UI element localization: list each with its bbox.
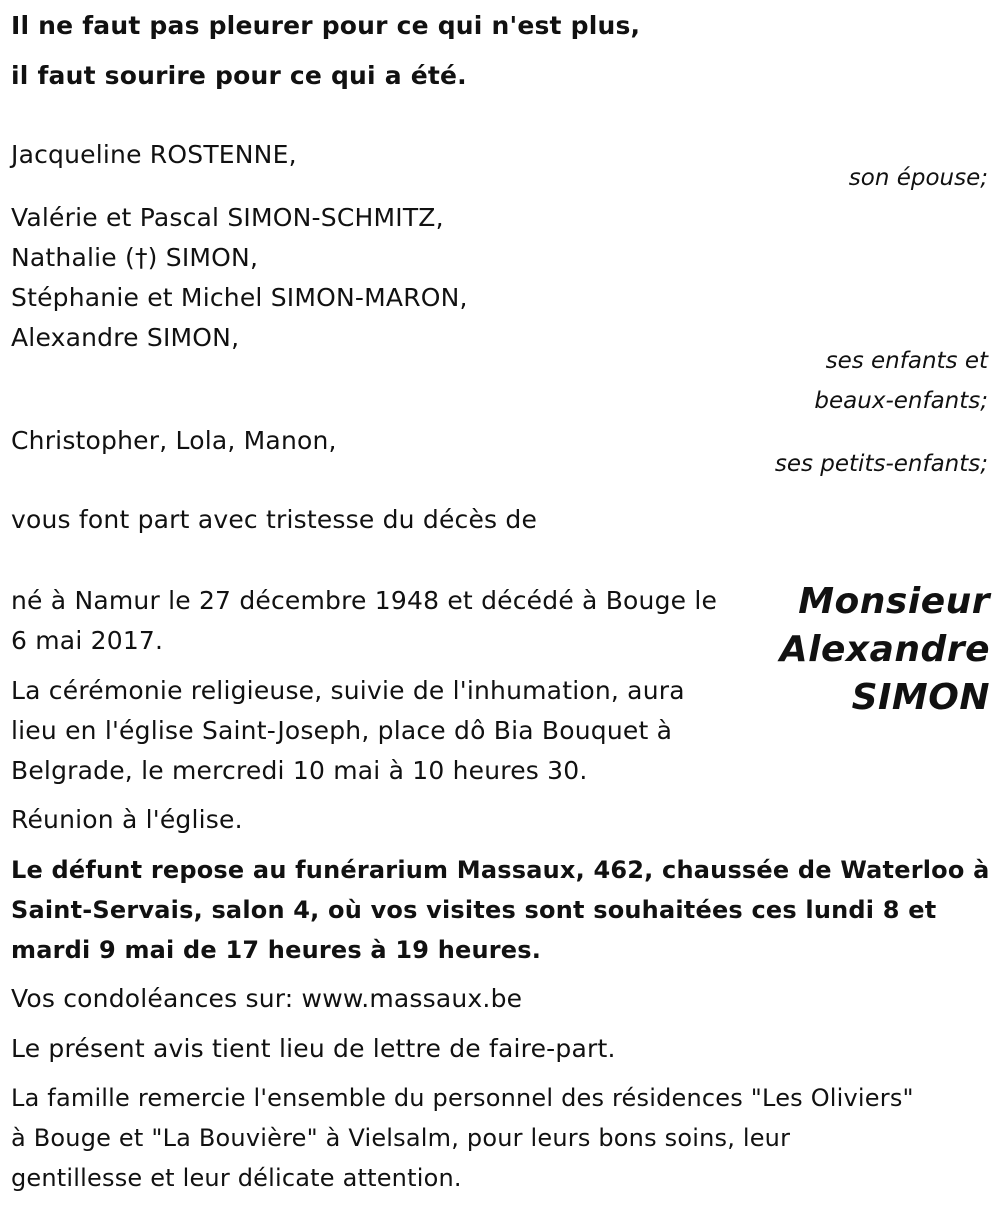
child-4: Alexandre SIMON, (11, 323, 240, 352)
meeting-text: Réunion à l'église. (11, 805, 243, 834)
deceased-first-name: Alexandre (779, 629, 990, 670)
birth-death-line-1: né à Namur le 27 décembre 1948 et décédé à Bouge le (11, 586, 718, 615)
birth-death-line-2: 6 mai 2017. (11, 626, 164, 655)
funeral-home-line-3: mardi 9 mai de 17 heures à 19 heures. (11, 936, 542, 964)
child-2: Nathalie (†) SIMON, (11, 243, 259, 272)
deceased-last-name: SIMON (851, 677, 990, 718)
quote-line-1: Il ne faut pas pleurer pour ce qui n'est plus, (11, 11, 641, 40)
condolences-text: Vos condoléances sur: www.massaux.be (11, 984, 523, 1013)
grandchildren-names: Christopher, Lola, Manon, (11, 426, 337, 455)
deceased-title: Monsieur (798, 581, 990, 622)
grandchildren-relation: ses petits-enfants; (774, 451, 988, 477)
ceremony-line-2: lieu en l'église Saint-Joseph, place dô Bia Bouquet à (11, 716, 673, 745)
funeral-home-line-1: Le défunt repose au funérarium Massaux, 462, chaussée de Waterloo à (11, 856, 990, 884)
children-relation-line-1: ses enfants et (825, 348, 988, 374)
quote-line-2: il faut sourire pour ce qui a été. (11, 61, 467, 90)
ceremony-line-3: Belgrade, le mercredi 10 mai à 10 heures 30. (11, 756, 588, 785)
notice-text: Le présent avis tient lieu de lettre de faire-part. (11, 1034, 616, 1063)
children-relation-line-2: beaux-enfants; (814, 388, 988, 414)
announcement-text: vous font part avec tristesse du décès de (11, 505, 538, 534)
ceremony-line-1: La cérémonie religieuse, suivie de l'inhumation, aura (11, 676, 685, 705)
thanks-line-1: La famille remercie l'ensemble du personnel des résidences "Les Oliviers" (11, 1084, 914, 1112)
spouse-relation: son épouse; (848, 165, 988, 191)
spouse-name: Jacqueline ROSTENNE, (11, 140, 297, 169)
thanks-line-2: à Bouge et "La Bouvière" à Vielsalm, pour leurs bons soins, leur (11, 1124, 791, 1152)
child-1: Valérie et Pascal SIMON-SCHMITZ, (11, 203, 444, 232)
funeral-home-line-2: Saint-Servais, salon 4, où vos visites sont souhaitées ces lundi 8 et (11, 896, 937, 924)
thanks-line-3: gentillesse et leur délicate attention. (11, 1164, 462, 1192)
child-3: Stéphanie et Michel SIMON-MARON, (11, 283, 468, 312)
